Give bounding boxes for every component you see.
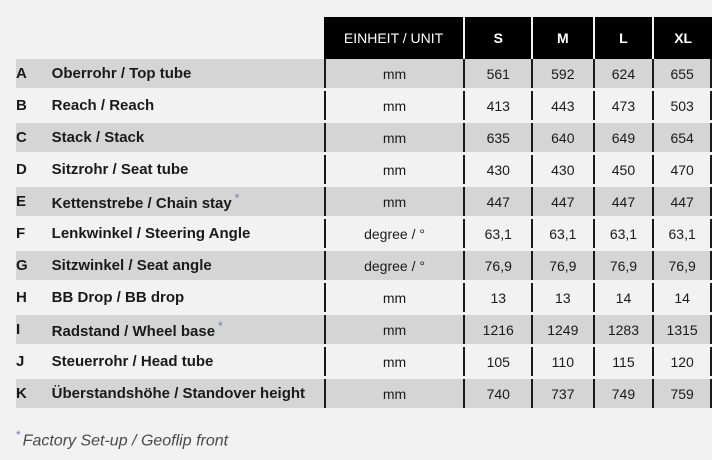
row-letter: I (16, 315, 52, 344)
measurement-label: Sitzrohr / Seat tube (51, 161, 189, 178)
size-header-s: S (463, 17, 531, 59)
measurement-label: Steuerrohr / Head tube (51, 353, 214, 370)
value-size-xl: 470 (652, 155, 712, 184)
table-header-row (16, 17, 712, 59)
row-measurement-name (52, 379, 324, 408)
row-letter: H (16, 283, 52, 312)
size-header-l: L (593, 17, 653, 59)
value-size-l: 1283 (593, 315, 653, 344)
table-row (16, 59, 712, 88)
row-measurement-name (52, 347, 324, 376)
table-row (16, 219, 712, 248)
asterisk-marker: * (234, 191, 240, 205)
measurement-label: Lenkwinkel / Steering Angle (51, 225, 251, 242)
row-measurement-name (52, 315, 324, 344)
row-letter: K (16, 379, 52, 408)
value-size-s: 740 (463, 379, 531, 408)
value-size-xl: 759 (652, 379, 712, 408)
value-size-m: 13 (531, 283, 593, 312)
row-unit: mm (324, 283, 464, 312)
value-size-l: 76,9 (593, 251, 653, 280)
measurement-label: Sitzwinkel / Seat angle (51, 257, 212, 274)
row-unit: mm (324, 155, 464, 184)
table-row (16, 283, 712, 312)
row-letter: D (16, 155, 52, 184)
geometry-table (16, 17, 712, 408)
row-measurement-name (52, 91, 324, 120)
row-unit: mm (324, 187, 464, 216)
row-measurement-name (52, 283, 324, 312)
value-size-l: 115 (593, 347, 653, 376)
value-size-m: 592 (531, 59, 593, 88)
header-blank (52, 17, 324, 59)
value-size-xl: 503 (652, 91, 712, 120)
value-size-l: 749 (593, 379, 653, 408)
value-size-xl: 14 (652, 283, 712, 312)
footnote-text: Factory Set-up / Geoflip front (22, 432, 229, 450)
value-size-s: 76,9 (463, 251, 531, 280)
unit-column-header: EINHEIT / UNIT (324, 17, 464, 59)
value-size-m: 443 (531, 91, 593, 120)
value-size-l: 649 (593, 123, 653, 152)
value-size-m: 640 (531, 123, 593, 152)
table-row (16, 91, 712, 120)
value-size-xl: 1315 (652, 315, 712, 344)
value-size-s: 561 (463, 59, 531, 88)
value-size-l: 447 (593, 187, 653, 216)
table-row (16, 315, 712, 344)
measurement-label: Radstand / Wheel base (51, 323, 216, 340)
table-row (16, 155, 712, 184)
value-size-l: 473 (593, 91, 653, 120)
row-unit: mm (324, 91, 464, 120)
footnote (16, 428, 228, 450)
measurement-label: Überstandshöhe / Standover height (51, 385, 306, 402)
table-row (16, 251, 712, 280)
value-size-s: 105 (463, 347, 531, 376)
measurement-label: Oberrohr / Top tube (51, 65, 192, 82)
header-blank (16, 17, 52, 59)
size-header-m: M (531, 17, 593, 59)
value-size-m: 63,1 (531, 219, 593, 248)
value-size-m: 76,9 (531, 251, 593, 280)
value-size-s: 63,1 (463, 219, 531, 248)
table-row (16, 347, 712, 376)
row-letter: B (16, 91, 52, 120)
value-size-m: 430 (531, 155, 593, 184)
row-letter: C (16, 123, 52, 152)
value-size-m: 447 (531, 187, 593, 216)
row-unit: degree / ° (324, 251, 464, 280)
value-size-s: 413 (463, 91, 531, 120)
value-size-m: 1249 (531, 315, 593, 344)
measurement-label: BB Drop / BB drop (51, 289, 185, 306)
value-size-xl: 654 (652, 123, 712, 152)
row-letter: E (16, 187, 52, 216)
row-unit: mm (324, 315, 464, 344)
row-letter: A (16, 59, 52, 88)
row-measurement-name (52, 155, 324, 184)
value-size-s: 447 (463, 187, 531, 216)
measurement-label: Stack / Stack (51, 129, 145, 146)
value-size-l: 14 (593, 283, 653, 312)
row-measurement-name (52, 251, 324, 280)
value-size-l: 450 (593, 155, 653, 184)
value-size-s: 635 (463, 123, 531, 152)
value-size-s: 430 (463, 155, 531, 184)
row-letter: J (16, 347, 52, 376)
row-unit: mm (324, 347, 464, 376)
value-size-xl: 655 (652, 59, 712, 88)
row-unit: mm (324, 379, 464, 408)
row-letter: G (16, 251, 52, 280)
table-row (16, 187, 712, 216)
asterisk-marker: * (218, 319, 223, 333)
row-measurement-name (52, 59, 324, 88)
value-size-m: 110 (531, 347, 593, 376)
row-measurement-name (52, 123, 324, 152)
table-body (16, 59, 712, 408)
value-size-s: 13 (463, 283, 531, 312)
value-size-xl: 120 (652, 347, 712, 376)
table-row (16, 123, 712, 152)
row-measurement-name (52, 187, 324, 216)
measurement-label: Kettenstrebe / Chain stay (51, 195, 232, 212)
value-size-l: 624 (593, 59, 653, 88)
row-unit: mm (324, 123, 464, 152)
value-size-m: 737 (531, 379, 593, 408)
row-unit: mm (324, 59, 464, 88)
table-row (16, 379, 712, 408)
footnote-asterisk: * (16, 428, 21, 442)
value-size-xl: 76,9 (652, 251, 712, 280)
value-size-s: 1216 (463, 315, 531, 344)
measurement-label: Reach / Reach (51, 97, 155, 114)
size-header-xl: XL (652, 17, 712, 59)
row-letter: F (16, 219, 52, 248)
value-size-xl: 63,1 (652, 219, 712, 248)
row-unit: degree / ° (324, 219, 464, 248)
value-size-xl: 447 (652, 187, 712, 216)
value-size-l: 63,1 (593, 219, 653, 248)
row-measurement-name (52, 219, 324, 248)
